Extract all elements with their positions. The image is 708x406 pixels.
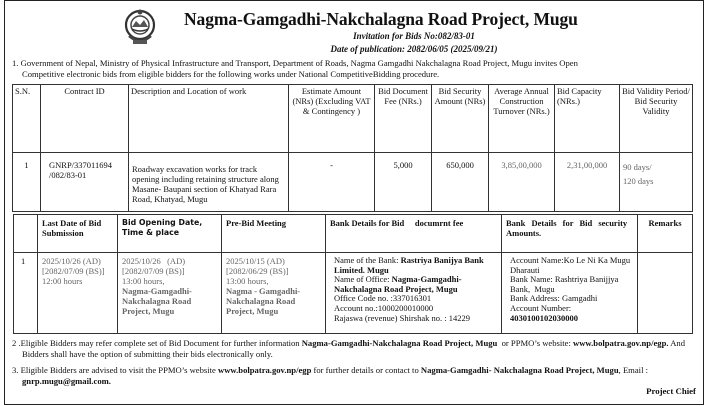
header-doc-fee: Bid Document Fee (NRs.) bbox=[375, 85, 432, 153]
note2-prefix: 2 .Eligible Bidders may refer complete set of Bid Document for further information bbox=[12, 338, 302, 348]
prebid-ad: 2025/10/15 (AD) bbox=[226, 256, 285, 266]
sec-bank-address: Bank Address: Gamgadhi bbox=[510, 293, 598, 304]
government-emblem-icon bbox=[122, 6, 158, 48]
fee-office-label: Name of Office: bbox=[334, 274, 390, 285]
opening-bs: [2082/07/09 (BS)] bbox=[122, 266, 185, 276]
header-estimate: Estimate Amount (NRs) (Excluding VAT & Contingency ) bbox=[289, 85, 375, 153]
header-validity: Bid Validity Period/ Bid Security Validity bbox=[620, 85, 693, 153]
signature-project-chief: Project Chief bbox=[646, 386, 696, 396]
intro-line-1: Government of Nepal, Ministry of Physical Infrastructure and Transport, Department of Roads, Nagma Gamgadhi Nakchalagna Road Project, Mugu invites Open bbox=[20, 58, 578, 68]
contract-table bbox=[12, 84, 693, 212]
cell-doc-fee: 5,000 bbox=[375, 153, 432, 212]
cell-remarks bbox=[638, 253, 693, 334]
note2-mid: or PPMO’s website: bbox=[497, 338, 573, 348]
header-prebid: Pre-Bid Meeting bbox=[222, 215, 326, 253]
note-2 bbox=[12, 338, 702, 360]
sec-account-label: Account Number: bbox=[510, 302, 572, 313]
intro-paragraph bbox=[12, 58, 702, 80]
cell-description: Roadway excavation works for track opening including retaining structure along Masane- Baupani section of Khatyad Rara Road, Khatyad, Mugu bbox=[129, 153, 289, 212]
cell-capacity: 2,31,00,000 bbox=[555, 153, 620, 212]
note3-prefix: 3. Eligible Bidders are advised to visit the PPMO’s website bbox=[12, 365, 218, 375]
opening-place: Nagma-Gamgadhi-Nakchalagna Road Project, Mugu bbox=[122, 286, 192, 316]
table-row bbox=[13, 153, 693, 212]
cell-validity bbox=[620, 153, 693, 212]
opening-time: 13:00 hours, bbox=[122, 276, 165, 286]
cell-security-bank bbox=[502, 253, 638, 334]
cell-estimate: - bbox=[289, 153, 375, 212]
header-opening: Bid Opening Date, Time & place bbox=[118, 215, 222, 253]
table-row bbox=[14, 253, 693, 334]
cell-turnover: 3,85,00,000 bbox=[489, 153, 555, 212]
cell-last-date bbox=[38, 253, 118, 334]
prebid-place: Nagma - Gamgadhi-Nakchalagna Road Project, Mugu bbox=[226, 286, 301, 316]
schedule-bank-table bbox=[13, 214, 693, 334]
project-title: Nagma-Gamgadhi-Nakchalagna Road Project, Mugu bbox=[184, 9, 578, 29]
note2-suffix: And Bidders shall have the option of submitting their bids electronically only. bbox=[22, 338, 685, 359]
header-turnover: Average Annual Construction Turnover (NRs.) bbox=[489, 85, 555, 153]
intro-number: 1. bbox=[12, 58, 19, 68]
note3-project-name: Nagma-Gamgadhi- Nakchalagna Road Project, Mugu bbox=[420, 365, 619, 375]
validity-security: 120 days bbox=[623, 176, 654, 186]
header-sn: S.N. bbox=[13, 85, 41, 153]
note3-mid2: , Email : bbox=[618, 365, 648, 375]
fee-office-code: Office Code no. :337016301 bbox=[334, 293, 432, 304]
note-3 bbox=[12, 365, 702, 387]
cell-security: 650,000 bbox=[432, 153, 489, 212]
prebid-bs: [2082/06/29 (BS)] bbox=[226, 266, 289, 276]
note3-website-link[interactable]: www.bolpatra.gov.np/egp bbox=[218, 365, 312, 375]
header-blank bbox=[14, 215, 38, 253]
header-description: Description and Location of work bbox=[129, 85, 289, 153]
cell-sn: 1 bbox=[14, 253, 38, 334]
last-date-ad: 2025/10/26 (AD) bbox=[42, 256, 101, 266]
note3-mid: for further details or contact to bbox=[311, 365, 421, 375]
cell-contract-id: GNRP/337011694 /082/83-01 bbox=[41, 153, 129, 212]
contract-table-header-row bbox=[13, 85, 693, 153]
cell-prebid bbox=[222, 253, 326, 334]
intro-line-2: Competitive electronic bids from eligible bidders for the following works under National CompetitiveBidding procedure. bbox=[22, 69, 440, 79]
note2-project-name: Nagma-Gamgadhi-Nakchalagna Road Project, Mugu bbox=[301, 338, 498, 348]
invitation-number: Invitation for Bids No:082/83-01 bbox=[353, 31, 475, 41]
cell-opening bbox=[118, 253, 222, 334]
cell-sn: 1 bbox=[13, 153, 41, 212]
header-capacity: Bid Capacity (NRs.) bbox=[555, 85, 620, 153]
fee-revenue: Rajaswa (revenue) Shirshak no. : 14229 bbox=[334, 312, 470, 323]
header-security-bank: Bank Details for Bid security Amounts. bbox=[502, 215, 638, 253]
last-date-bs: [2082/07/09 (BS)] 12:00 hours bbox=[42, 266, 105, 286]
fee-office-name: Nagma-Gamgadhi-Nakchalagna Road Project, Mugu bbox=[334, 274, 462, 294]
sec-bank-name: Bank Name: Rashtriya Banijjya Bank, Mugu bbox=[510, 274, 621, 294]
publication-date: Date of publication: 2082/06/05 (2025/09/21) bbox=[330, 44, 498, 54]
sec-account-number: 4030100102030000 bbox=[510, 312, 578, 323]
header-last-date: Last Date of Bid Submission bbox=[38, 215, 118, 253]
opening-ad: 2025/10/26 (AD) bbox=[122, 256, 186, 266]
schedule-table-header-row bbox=[14, 215, 693, 253]
note2-website-link[interactable]: www.bolpatra.gov.np/egp. bbox=[573, 338, 669, 348]
note3-email-link[interactable]: gnrp.mugu@gmail.com. bbox=[22, 376, 111, 386]
fee-bank-name: Rastriya Banijya Bank Limited. Mugu bbox=[334, 255, 488, 275]
cell-fee-bank bbox=[326, 253, 502, 334]
header-contract-id: Contract ID bbox=[41, 85, 129, 153]
header-remarks: Remarks bbox=[638, 215, 693, 253]
sec-account-name: Account Name:Ko Le Ni Ka Mugu Dharauti bbox=[510, 255, 635, 275]
header-security: Bid Security Amount (NRs) bbox=[432, 85, 489, 153]
header-fee-bank: Bank Details for Bid documrnt fee bbox=[326, 215, 502, 253]
fee-account: Account no.:1000200010000 bbox=[334, 302, 434, 313]
prebid-time: 13:00 hours, bbox=[226, 276, 269, 286]
validity-bid: 90 days/ bbox=[623, 162, 652, 172]
fee-bank-label: Name of the Bank: bbox=[334, 255, 399, 265]
